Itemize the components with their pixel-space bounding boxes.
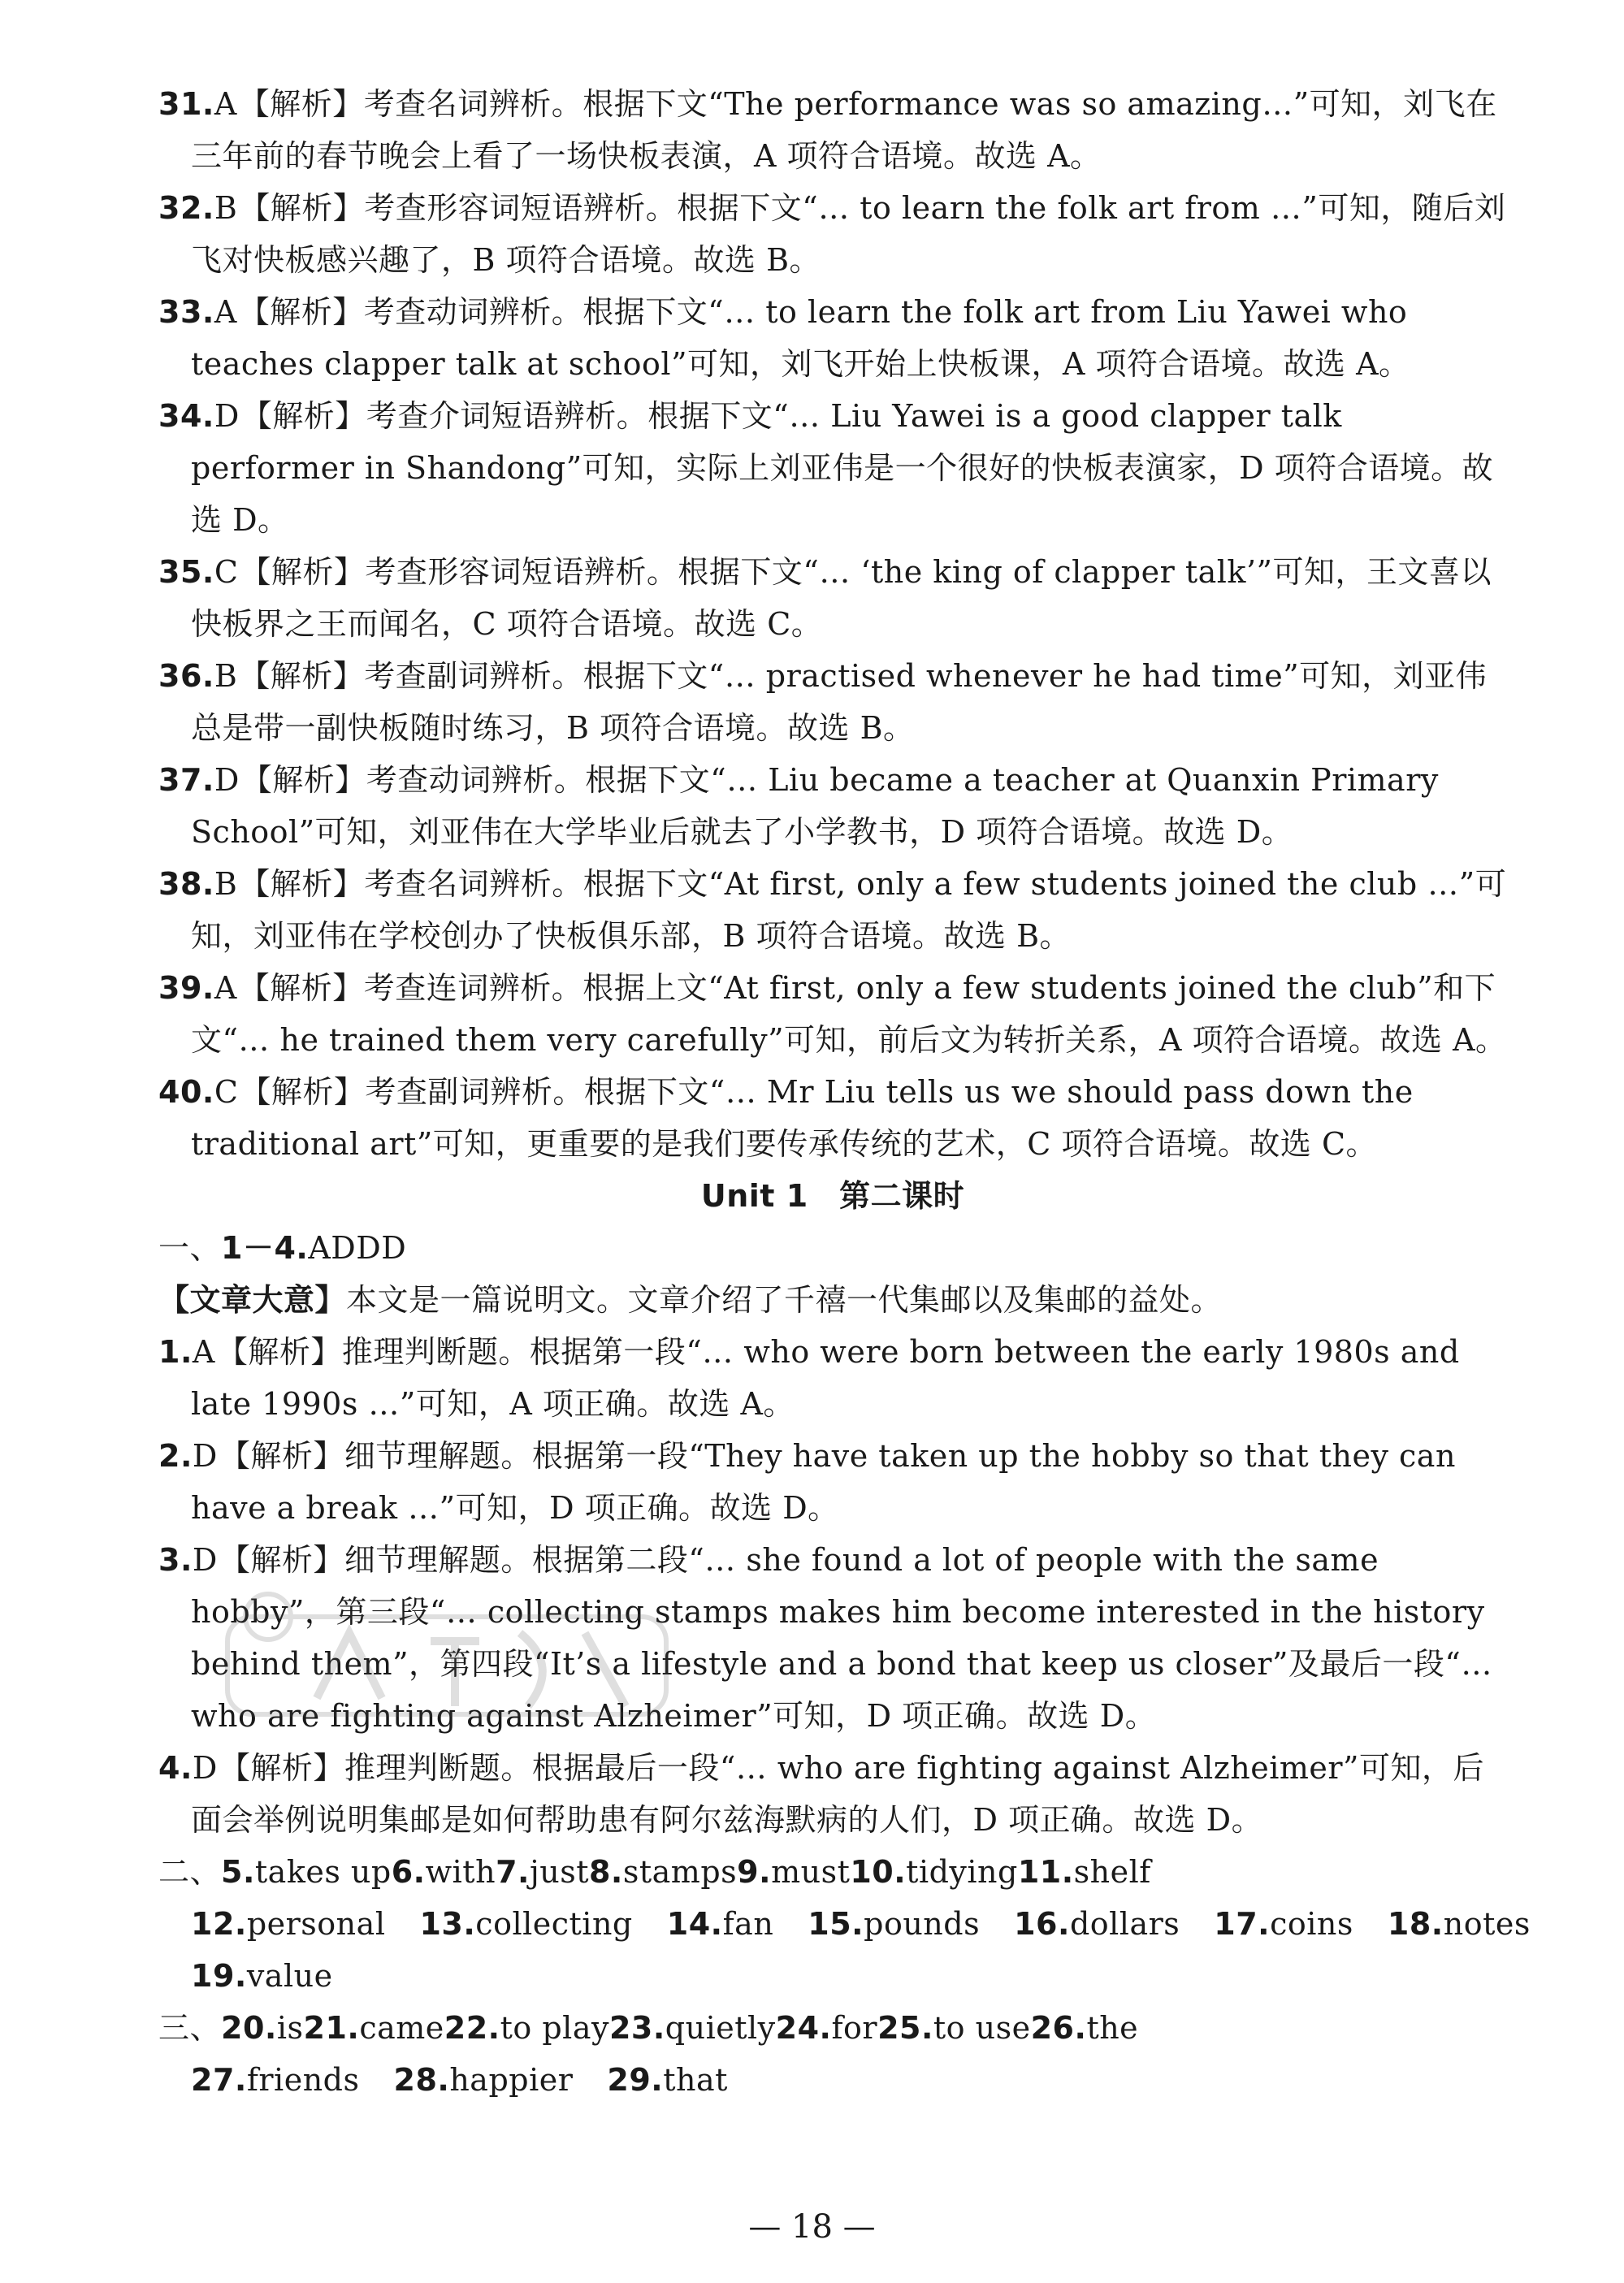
answer-letter: A xyxy=(192,1334,215,1370)
cloze-item xyxy=(158,650,1507,754)
explanation-text: 【解析】考查介词短语辨析。根据下文“… Liu Yawei is a good clapper talk performer in Shandong”可知，实际上刘亚伟是一个很好的快板表演家，D 项符合语境。故选 D。 xyxy=(191,398,1494,538)
cloze-item xyxy=(158,962,1507,1066)
question-number: 40. xyxy=(158,1074,214,1110)
blank-number: 20. xyxy=(221,2010,277,2046)
explanation-text: 【解析】细节理解题。根据第二段“… she found a lot of people with the same hobby”，第三段“… collecting stamps makes him become interested in the history behind them”，第四段“It’s a lifestyle and a bond that keep us closer”及最后一段“… who are fighting against Alzheimer”可知，D 项正确。故选 D。 xyxy=(191,1542,1492,1734)
blank-answer: pounds xyxy=(864,1906,981,1942)
blank-answer: to play xyxy=(500,2010,609,2046)
explanation-text: 【解析】推理判断题。根据第一段“… who were born between the early 1980s and late 1990s …”可知，A 项正确。故选 A。 xyxy=(191,1334,1460,1422)
question-number: 33. xyxy=(158,294,214,330)
answer-cell xyxy=(221,2010,303,2046)
answer-letter: B xyxy=(214,190,238,226)
blank-answer: fan xyxy=(722,1906,774,1942)
answer-cell xyxy=(667,1906,774,1942)
reading-item xyxy=(158,1326,1507,1430)
cloze-item xyxy=(158,1066,1507,1170)
unit-title: Unit 1 第二课时 xyxy=(700,1178,965,1214)
question-number: 38. xyxy=(158,866,214,902)
section3-row xyxy=(158,2054,1507,2106)
question-number: 35. xyxy=(158,554,214,590)
answer-cell xyxy=(304,2010,444,2046)
blank-number: 5. xyxy=(221,1854,255,1890)
section-three-answers xyxy=(158,2002,1507,2106)
answer-letter: B xyxy=(214,658,238,694)
answer-letter: A xyxy=(214,294,237,330)
blank-number: 18. xyxy=(1387,1906,1444,1942)
cloze-item xyxy=(158,858,1507,962)
blank-answer: is xyxy=(276,2010,304,2046)
answer-cell xyxy=(221,1854,392,1890)
answer-cell xyxy=(392,1854,496,1890)
section2-label: 二、 xyxy=(158,1854,222,1890)
blank-answer: quietly xyxy=(665,2010,776,2046)
blank-number: 9. xyxy=(737,1854,772,1890)
section-two-answers xyxy=(158,1846,1531,2002)
answer-cell xyxy=(1031,2010,1139,2046)
blank-answer: tidying xyxy=(906,1854,1018,1890)
question-number: 36. xyxy=(158,658,214,694)
blank-answer: collecting xyxy=(475,1906,633,1942)
blank-number: 21. xyxy=(303,2010,360,2046)
question-number: 2. xyxy=(158,1438,193,1474)
cloze-item xyxy=(158,286,1507,390)
page-number: — 18 — xyxy=(748,2208,876,2246)
explanation-text: 【解析】考查连词辨析。根据上文“At first, only a few students joined the club”和下文“… he trained them very carefully”可知，前后文为转折关系，A 项符合语境。故选 A。 xyxy=(191,970,1507,1058)
page-content xyxy=(158,78,1531,2106)
section3-row xyxy=(158,2002,1507,2054)
answer-cell xyxy=(191,2062,360,2098)
blank-number: 26. xyxy=(1030,2010,1087,2046)
explanation-text: 【解析】考查名词辨析。根据下文“At first, only a few students joined the club …”可知，刘亚伟在学校创办了快板俱乐部，B 项符合语境。故选 B。 xyxy=(191,866,1507,954)
blank-answer: happier xyxy=(449,2062,574,2098)
blank-answer: the xyxy=(1086,2010,1139,2046)
reading-item xyxy=(158,1742,1507,1846)
blank-answer: to use xyxy=(933,2010,1031,2046)
answer-cell xyxy=(1018,1854,1151,1890)
answer-cell xyxy=(419,1906,632,1942)
cloze-item xyxy=(158,546,1507,650)
answer-letter: A xyxy=(214,970,237,1006)
blank-answer: for xyxy=(831,2010,878,2046)
answer-cell xyxy=(609,2010,776,2046)
question-number: 37. xyxy=(158,762,214,798)
blank-number: 29. xyxy=(607,2062,664,2098)
blank-number: 25. xyxy=(877,2010,933,2046)
answer-letter: C xyxy=(214,1074,239,1110)
explanation-text: 【解析】考查动词辨析。根据下文“… Liu became a teacher at Quanxin Primary School”可知，刘亚伟在大学毕业后就去了小学教书，D 项符合语境。故选 D。 xyxy=(191,762,1439,850)
explanation-text: 【解析】考查名词辨析。根据下文“The performance was so amazing…”可知，刘飞在三年前的春节晚会上看了一场快板表演，A 项符合语境。故选 A。 xyxy=(191,86,1497,174)
blank-answer: just xyxy=(529,1854,589,1890)
blank-number: 19. xyxy=(191,1958,247,1994)
blank-number: 14. xyxy=(666,1906,723,1942)
explanation-text: 【解析】推理判断题。根据最后一段“… who are fighting against Alzheimer”可知，后面会举例说明集邮是如何帮助患有阿尔兹海默病的人们，D 项正确。故选 D。 xyxy=(191,1750,1484,1838)
watermark-logo xyxy=(219,1568,674,1747)
question-number: 34. xyxy=(158,398,214,434)
blank-number: 15. xyxy=(808,1906,864,1942)
blank-number: 8. xyxy=(588,1854,623,1890)
blank-answer: shelf xyxy=(1073,1854,1151,1890)
blank-answer: takes up xyxy=(254,1854,392,1890)
blank-answer: came xyxy=(359,2010,444,2046)
blank-answer: dollars xyxy=(1069,1906,1180,1942)
section3-label: 三、 xyxy=(158,2010,222,2046)
explanation-text: 【解析】细节理解题。根据第一段“They have taken up the hobby so that they can have a break …”可知，D 项正确。故选 D。 xyxy=(191,1438,1456,1526)
blank-number: 13. xyxy=(419,1906,476,1942)
question-number: 1. xyxy=(158,1334,193,1370)
explanation-text: 【解析】考查动词辨析。根据下文“… to learn the folk art from Liu Yawei who teaches clapper talk at school”可知，刘飞开始上快板课，A 项符合语境。故选 A。 xyxy=(191,294,1410,382)
answer-cell xyxy=(394,2062,574,2098)
blank-answer: stamps xyxy=(622,1854,738,1890)
answer-cell xyxy=(607,2062,728,2098)
blank-answer: personal xyxy=(246,1906,386,1942)
section-one-range: 1－4. xyxy=(221,1230,309,1266)
blank-number: 27. xyxy=(191,2062,247,2098)
summary-tag: 【文章大意】 xyxy=(158,1281,347,1318)
answer-letter: A xyxy=(214,86,237,122)
answer-cell xyxy=(496,1854,589,1890)
cloze-item xyxy=(158,390,1507,546)
answer-cell xyxy=(877,2010,1031,2046)
answer-cell xyxy=(1014,1906,1180,1942)
blank-number: 10. xyxy=(850,1854,907,1890)
section2-row xyxy=(158,1846,1507,1898)
blank-number: 17. xyxy=(1214,1906,1271,1942)
blank-number: 16. xyxy=(1014,1906,1070,1942)
explanation-text: 【解析】考查形容词短语辨析。根据下文“… ‘the king of clapper talk’”可知，王文喜以快板界之王而闻名，C 项符合语境。故选 C。 xyxy=(191,554,1492,642)
blank-number: 23. xyxy=(608,2010,665,2046)
blank-answer: value xyxy=(246,1958,333,1994)
answer-letter: D xyxy=(214,398,240,434)
answer-cell xyxy=(1214,1906,1353,1942)
explanation-text: 【解析】考查形容词短语辨析。根据下文“… to learn the folk art from …”可知，随后刘飞对快板感兴趣了，B 项符合语境。故选 B。 xyxy=(191,190,1506,278)
answer-cell xyxy=(444,2010,609,2046)
blank-answer: coins xyxy=(1270,1906,1353,1942)
cloze-item xyxy=(158,182,1507,286)
question-number: 31. xyxy=(158,86,214,122)
cloze-explanations xyxy=(158,78,1507,1170)
question-number: 39. xyxy=(158,970,214,1006)
explanation-text: 【解析】考查副词辨析。根据下文“… Mr Liu tells us we should pass down the traditional art”可知，更重要的是我们要传承传统的艺术，C 项符合语境。故选 C。 xyxy=(191,1074,1414,1162)
blank-number: 22. xyxy=(444,2010,500,2046)
cloze-item xyxy=(158,754,1507,858)
section2-row xyxy=(158,1898,1531,1950)
question-number: 32. xyxy=(158,190,214,226)
cloze-item xyxy=(158,78,1507,182)
blank-answer: with xyxy=(425,1854,496,1890)
section-one-label: 一、 xyxy=(158,1230,222,1266)
summary-text: 本文是一篇说明文。文章介绍了千禧一代集邮以及集邮的益处。 xyxy=(346,1282,1223,1318)
answer-cell xyxy=(191,1906,385,1942)
answer-letter: B xyxy=(214,866,238,902)
article-summary xyxy=(158,1274,1507,1326)
answer-cell xyxy=(808,1906,980,1942)
answer-cell xyxy=(737,1854,850,1890)
answer-letter: C xyxy=(214,554,239,590)
section2-row xyxy=(158,1950,1507,2002)
explanation-text: 【解析】考查副词辨析。根据下文“… practised whenever he had time”可知，刘亚伟总是带一副快板随时练习，B 项符合语境。故选 B。 xyxy=(191,658,1488,746)
blank-answer: notes xyxy=(1443,1906,1531,1942)
answer-letter: D xyxy=(192,1750,218,1786)
blank-number: 12. xyxy=(191,1906,247,1942)
answer-letter: D xyxy=(192,1438,218,1474)
question-number: 3. xyxy=(158,1542,193,1578)
blank-number: 7. xyxy=(496,1854,530,1890)
blank-number: 28. xyxy=(393,2062,450,2098)
blank-number: 11. xyxy=(1017,1854,1074,1890)
answer-cell xyxy=(850,1854,1018,1890)
blank-answer: must xyxy=(771,1854,851,1890)
blank-number: 6. xyxy=(391,1854,426,1890)
answer-cell xyxy=(776,2010,877,2046)
blank-answer: friends xyxy=(246,2062,360,2098)
reading-item xyxy=(158,1430,1507,1534)
question-number: 4. xyxy=(158,1750,193,1786)
answer-cell xyxy=(589,1854,737,1890)
answer-letter: D xyxy=(214,762,240,798)
blank-answer: that xyxy=(663,2062,728,2098)
answer-cell xyxy=(1388,1906,1531,1942)
section-one-answers xyxy=(158,1222,1507,1274)
answer-cell xyxy=(191,1958,333,1994)
blank-number: 24. xyxy=(775,2010,832,2046)
section-one-keys: ADDD xyxy=(308,1230,407,1266)
answer-letter: D xyxy=(192,1542,218,1578)
